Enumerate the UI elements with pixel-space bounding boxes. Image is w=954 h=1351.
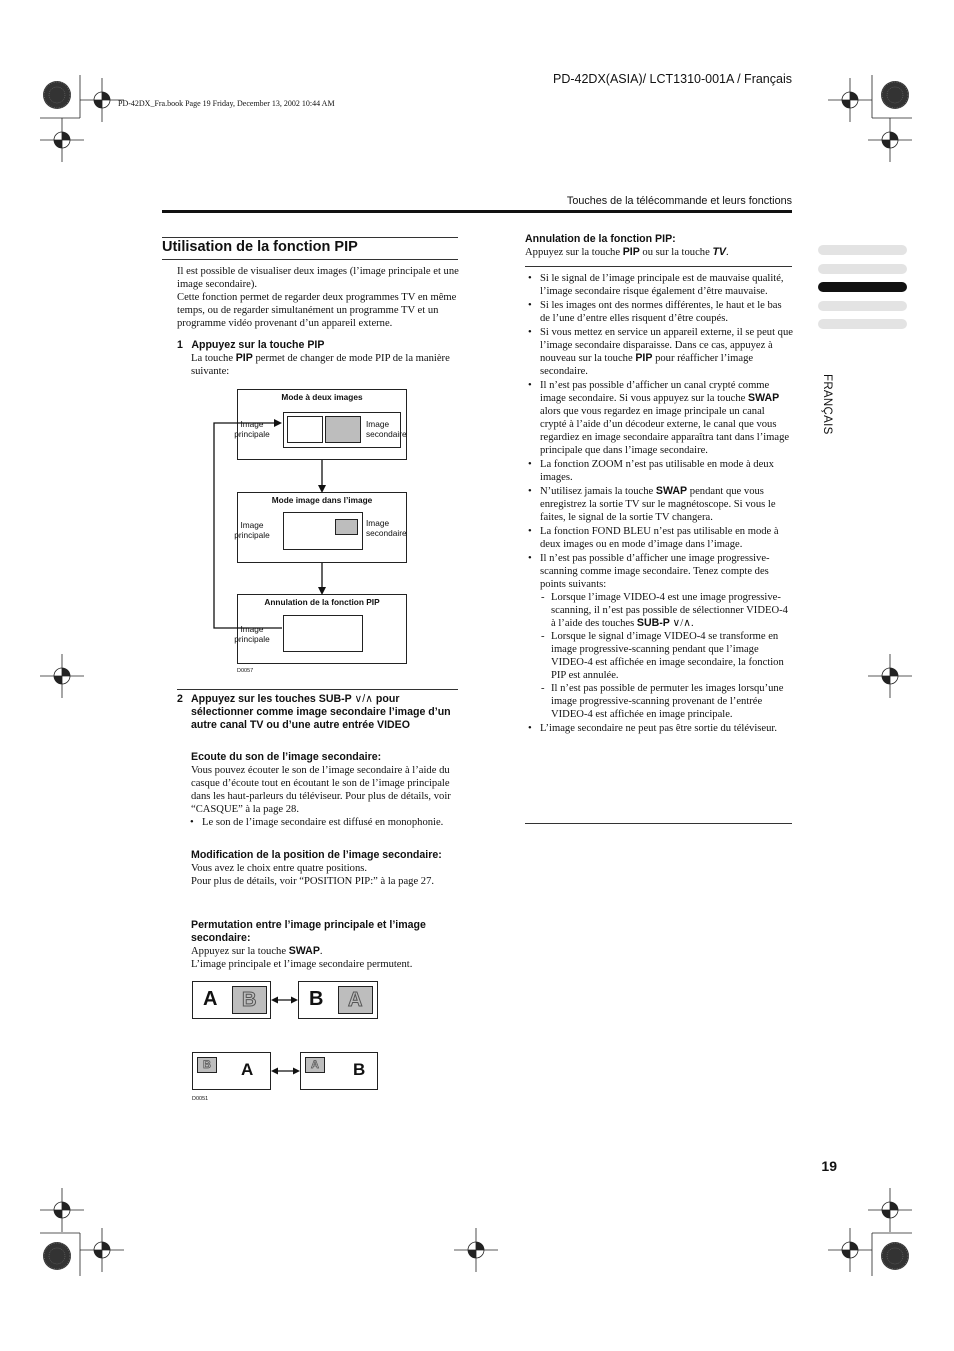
sub-p-key-label: SUB-P [636, 617, 670, 629]
section-tab [818, 264, 907, 274]
pip-key-label: PIP [635, 352, 653, 364]
section-tab-active [818, 282, 907, 292]
intro-paragraph: Cette fonction permet de regarder deux programmes TV en même temps, ou de regarder simultanément un programme TV et un programme vidéo provenant d’un appareil externe. [177, 292, 457, 329]
cancel-text: ou sur la touche [642, 247, 710, 258]
sub-image-letter: A [311, 1059, 319, 1071]
step-desc: La touche [191, 353, 234, 364]
note-item [525, 485, 793, 524]
cancel-text: Appuyez sur la touche [525, 247, 621, 258]
main-image-label: Image principale [234, 520, 270, 540]
tv-key-label: TV [712, 246, 726, 258]
diagram-code: D0051 [192, 1096, 209, 1102]
file-info-line: PD-42DX_Fra.book Page 19 Friday, December 13, 2002 10:44 AM [118, 99, 335, 108]
sub-body: Appuyez sur la touche [191, 946, 287, 957]
note-text: Lorsque l’image VIDEO-4 est une image progressive-scanning, il n’est pas possible de sélectionner VIDEO-4 à l’aide des touches [551, 592, 788, 629]
sub-image-letter: B [203, 1059, 211, 1071]
step-text: pour sélectionner comme image secondaire l’image d’un autre canal TV ou d’une autre entrée VIDEO [191, 693, 451, 731]
step-2 [177, 693, 462, 732]
note-item [525, 552, 793, 721]
punctuation: . [319, 946, 323, 957]
header-rule [162, 210, 792, 213]
section-tab [818, 301, 907, 311]
note-item: • La fonction ZOOM n’est pas utilisable en mode à deux images. [525, 458, 793, 484]
side-language-label: FRANÇAIS [821, 374, 833, 435]
step-text: Appuyez sur les touches [191, 693, 316, 705]
step-number: 2 [177, 693, 183, 705]
main-image-letter: B [353, 1060, 366, 1079]
sub-note-item [540, 591, 793, 630]
sub-image-label: Image secondaire [366, 419, 407, 439]
note-item: • Si le signal de l’image principale est de mauvaise qualité, l’image secondaire risque également d’être mauvaise. [525, 272, 793, 298]
sub-title: Modification de la position de l’image secondaire: [191, 849, 442, 861]
sub-bullets [187, 816, 461, 829]
sub-body: Pour plus de détails, voir “POSITION PIP:” à la page 27. [191, 876, 435, 887]
note-text: Si vous mettez en service un appareil externe, il se peut que l’image secondaire disparaisse. Dans ce cas, appuyez à nouveau sur la touche [540, 327, 793, 364]
intro-text [177, 265, 461, 330]
page-number: 19 [821, 1158, 837, 1174]
sub-section-swap [191, 919, 461, 971]
step-1 [177, 339, 462, 378]
note-item: • Si les images ont des normes différentes, le haut et le bas de l’une d’entre elles risquent d’être coupés. [525, 299, 793, 325]
step-text: Appuyez sur la touche [191, 339, 305, 351]
sub-body: Vous pouvez écouter le son de l’image secondaire à l’aide du casque d’écoute tout en écoutant le son de l’image principale dans les haut-parleurs du téléviseur. Pour plus de détails, voir “CASQUE” à la page 28. [191, 765, 451, 815]
note-text: alors que vous regardez en image principale un canal crypté à l’aide d’un décodeur externe, le canal que vous regardiez en image secondaire apparaîtra tant dans l’image principale que dans l’image secondaire. [540, 406, 790, 456]
sub-p-key-label: SUB-P [318, 693, 352, 705]
cancel-pip-section [525, 233, 793, 259]
sub-body: L’image principale et l’image secondaire permutent. [191, 959, 413, 970]
step-desc: permet de changer de mode PIP de la manière suivante: [191, 353, 450, 377]
sub-image-letter: B [242, 989, 257, 1011]
mode-title: Mode image dans l’image [271, 495, 373, 505]
title-rule-bottom [162, 259, 458, 260]
mode-title: Annulation de la fonction PIP [264, 597, 380, 607]
cancel-title: Annulation de la fonction PIP: [525, 233, 676, 245]
main-image-label: Image principale [234, 624, 270, 644]
intro-paragraph: Il est possible de visualiser deux images (l’image principale et une image secondaire). [177, 266, 459, 290]
sub-title: Ecoute du son de l’image secondaire: [191, 751, 382, 763]
pip-mode-diagram [205, 385, 415, 680]
step-2-rule [177, 689, 458, 690]
notes-rule-top [525, 266, 792, 267]
note-item: • La fonction FOND BLEU n’est pas utilisable en mode à deux images ou en mode d’image dans l’image. [525, 525, 793, 551]
bullet-item: • Le son de l’image secondaire est diffusé en monophonie. [187, 816, 461, 829]
mode-title: Mode à deux images [281, 392, 363, 402]
note-text: N’utilisez jamais la touche [540, 486, 654, 497]
diagram-code: D0057 [237, 668, 254, 674]
sub-note-item: - Il n’est pas possible de permuter les images lorsqu’une image progressive-scanning provenant de l’entrée VIDEO-4 est affichée en image principale. [540, 682, 793, 721]
pip-key-label: PIP [307, 339, 325, 351]
running-title: Touches de la télécommande et leurs fonctions [566, 195, 792, 207]
main-image-letter: A [203, 988, 218, 1010]
title-rule-top [162, 237, 458, 238]
sub-body: Vous avez le choix entre quatre positions. [191, 863, 368, 874]
sub-image-letter: A [348, 989, 363, 1011]
sub-section-position [191, 849, 461, 888]
model-line: PD-42DX(ASIA)/ LCT1310-001A / Français [553, 72, 792, 86]
punctuation: . [726, 247, 729, 258]
note-text: Il n’est pas possible d’afficher un canal crypté comme image secondaire. Si vous appuyez sur la touche [540, 380, 770, 404]
notes-list [525, 272, 793, 736]
swap-diagram [190, 980, 385, 1105]
section-tab [818, 245, 907, 255]
notes-rule-bottom [525, 823, 792, 824]
up-down-arrows: ∨/∧ [354, 693, 373, 705]
section-title: Utilisation de la fonction PIP [162, 239, 358, 255]
sub-title: Permutation entre l’image principale et l’image secondaire: [191, 919, 426, 944]
swap-arrows [190, 980, 385, 1105]
pip-key-label: PIP [235, 352, 253, 364]
mode-flow-arrows [205, 385, 415, 680]
main-image-label: Image principale [234, 419, 270, 439]
step-number: 1 [177, 339, 183, 351]
note-item [525, 326, 793, 378]
note-item [525, 379, 793, 457]
note-text: pendant que vous enregistrez la sortie TV sur le magnétoscope. Si vous le faites, le signal de la sortie TV changera. [540, 486, 776, 523]
note-item: • L’image secondaire ne peut pas être sortie du téléviseur. [525, 722, 793, 735]
note-text: pour réafficher l’image secondaire. [540, 353, 754, 377]
sub-note-item: - Lorsque le signal d’image VIDEO-4 se transforme en image progressive-scanning pendant que l’image VIDEO-4 est affichée en image secondaire, la fonction PIP est annulée. [540, 630, 793, 682]
swap-key-label: SWAP [655, 485, 688, 497]
main-image-letter: A [241, 1060, 254, 1079]
note-text: Il n’est pas possible d’afficher une image progressive-scanning comme image secondaire. Tenez compte des points suivants: [540, 553, 770, 590]
up-down-arrows: ∨/∧. [672, 618, 694, 629]
main-image-letter: B [309, 988, 324, 1010]
pip-key-label: PIP [622, 246, 640, 258]
sub-image-label: Image secondaire [366, 518, 407, 538]
swap-key-label: SWAP [748, 392, 780, 404]
swap-key-label: SWAP [288, 945, 320, 957]
section-tab [818, 319, 907, 329]
sub-section-audio [191, 751, 461, 830]
